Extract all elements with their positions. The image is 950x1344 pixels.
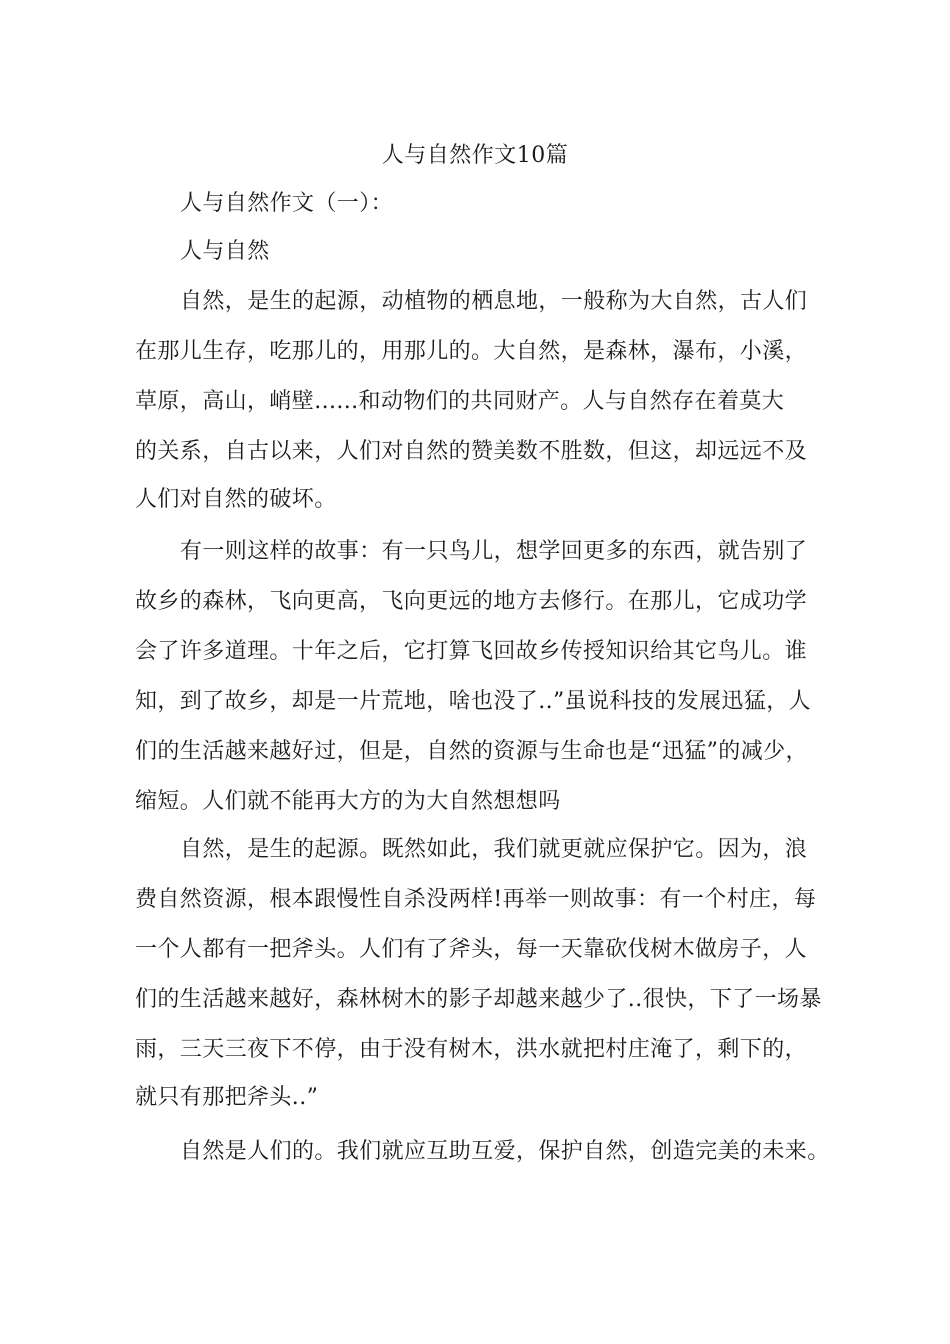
paragraph-1-line-4: 的关系，自古以来，人们对自然的赞美数不胜数，但这，却远远不及 [135, 439, 808, 464]
paragraph-4-line-1: 自然是人们的。我们就应互助互爱，保护自然，创造完美的未来。 [180, 1139, 830, 1164]
paragraph-3-line-3: 一个人都有一把斧头。人们有了斧头，每一天靠砍伐树木做房子，人 [135, 937, 808, 962]
paragraph-3-line-5: 雨，三天三夜下不停，由于没有树木，洪水就把村庄淹了，剩下的， [135, 1037, 808, 1062]
paragraph-1-line-1: 自然，是生的起源，动植物的栖息地，一般称为大自然，古人们 [180, 289, 808, 314]
paragraph-3-line-4: 们的生活越来越好，森林树木的影子却越来越少了..很快，下了一场暴 [135, 987, 822, 1012]
paragraph-1-line-3: 草原，高山，峭壁......和动物们的共同财产。人与自然存在着莫大 [135, 389, 785, 414]
paragraph-2-line-1: 有一则这样的故事：有一只鸟儿，想学回更多的东西，就告别了 [180, 539, 808, 564]
paragraph-2-line-6: 缩短。人们就不能再大方的为大自然想想吗 [135, 789, 561, 814]
paragraph-1-line-5: 人们对自然的破坏。 [135, 487, 337, 512]
document-title: 人与自然作文10篇 [381, 143, 569, 168]
paragraph-3-line-1: 自然，是生的起源。既然如此，我们就更就应保护它。因为，浪 [180, 837, 808, 862]
essay-heading: 人与自然 [180, 239, 270, 264]
paragraph-2-line-5: 们的生活越来越好过，但是，自然的资源与生命也是“迅猛”的减少， [135, 739, 808, 764]
paragraph-2-line-2: 故乡的森林，飞向更高，飞向更远的地方去修行。在那儿，它成功学 [135, 589, 808, 614]
paragraph-3-line-2: 费自然资源，根本跟慢性自杀没两样!再举一则故事：有一个村庄，每 [135, 887, 817, 912]
section-subtitle: 人与自然作文（一）： [180, 191, 394, 216]
paragraph-2-line-4: 知，到了故乡，却是一片荒地，啥也没了..”虽说科技的发展迅猛，人 [135, 689, 812, 714]
paragraph-1-line-2: 在那儿生存，吃那儿的，用那儿的。大自然，是森林，瀑布，小溪， [135, 339, 808, 364]
paragraph-3-line-6: 就只有那把斧头..” [135, 1085, 319, 1110]
paragraph-2-line-3: 会了许多道理。十年之后，它打算飞回故乡传授知识给其它鸟儿。谁 [135, 639, 808, 664]
